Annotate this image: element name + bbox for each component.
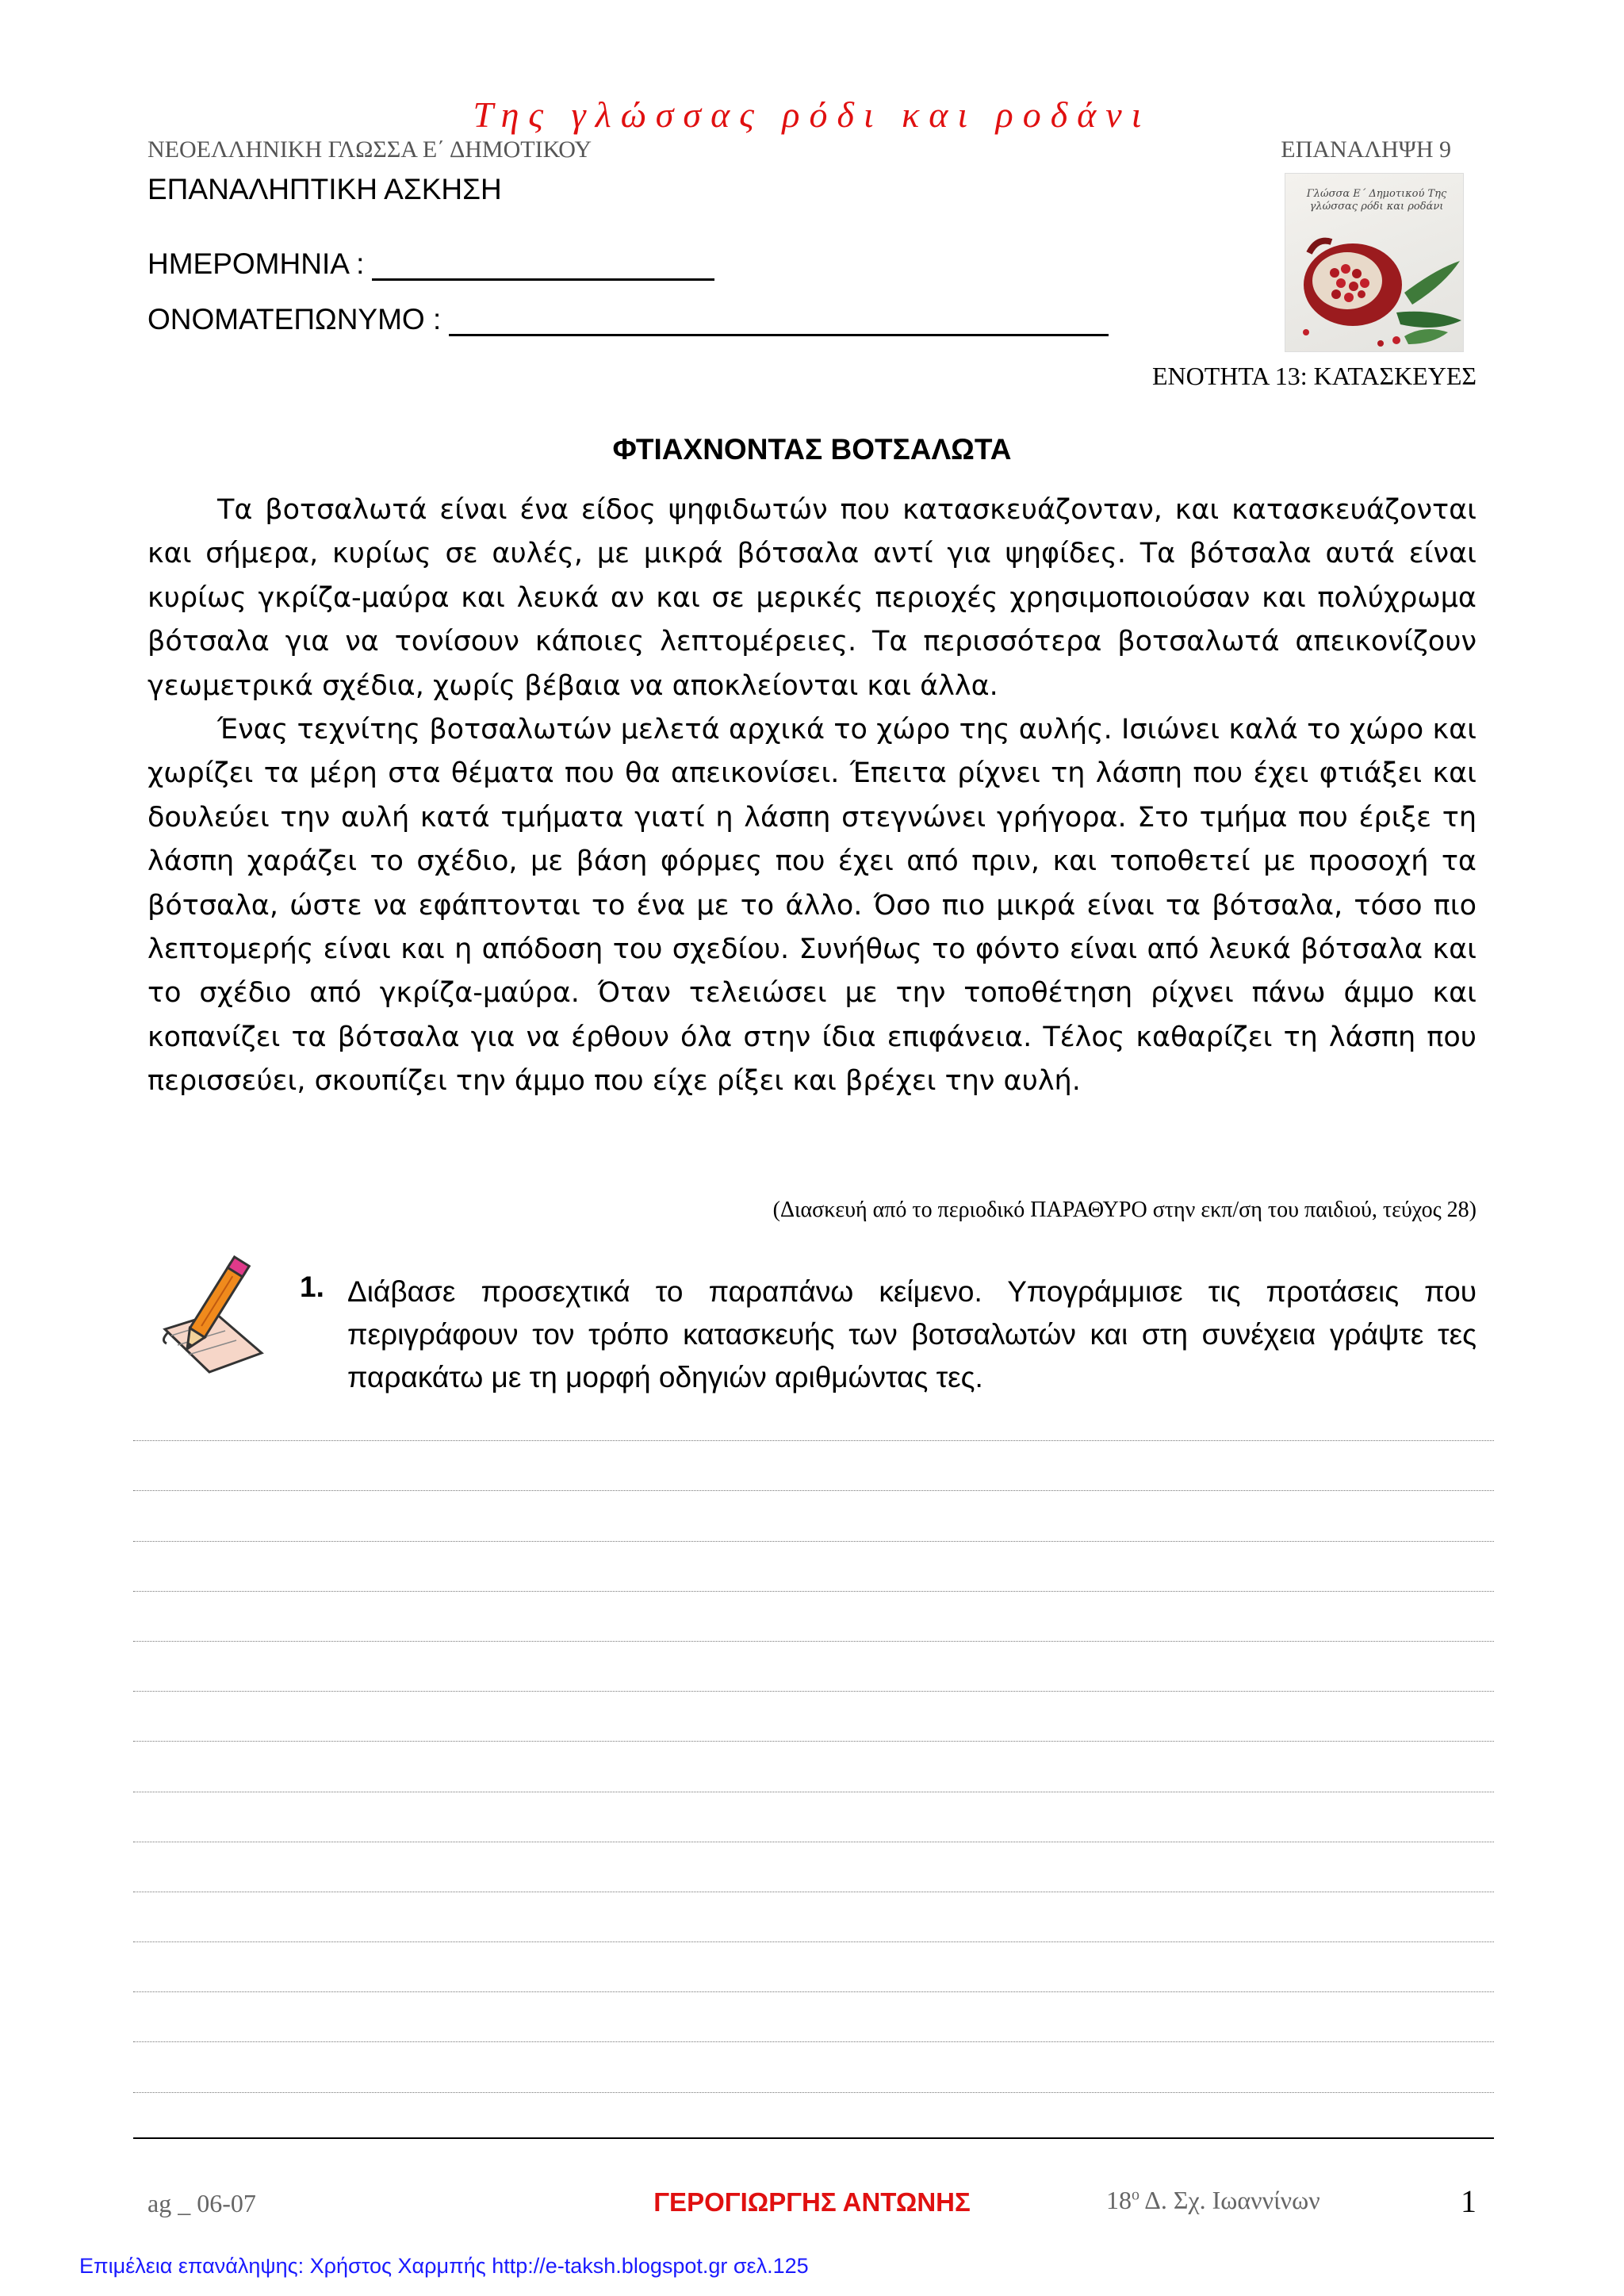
unit-label: ΕΝΟΤΗΤΑ 13: ΚΑΤΑΣΚΕΥΕΣ xyxy=(1152,362,1477,390)
date-field xyxy=(147,247,714,281)
page-number: 1 xyxy=(1461,2183,1477,2219)
date-label: ΗΜΕΡΟΜΗΝΙΑ : xyxy=(147,247,365,280)
footer-author: ΓΕΡΟΓΙΩΡΓΗΣ ΑΝΤΩΝΗΣ xyxy=(653,2187,971,2217)
answer-line[interactable] xyxy=(133,1792,1494,1842)
article-source: (Διασκευή από το περιοδικό ΠΑΡΑΘΥΡΟ στην εκπ/ση του παιδιού, τεύχος 28) xyxy=(772,1198,1477,1222)
footer-school xyxy=(1106,2186,1320,2215)
paragraph-1: Τα βοτσαλωτά είναι ένα είδος ψηφιδωτών που κατασκευάζονταν, και κατασκευάζονται και σήμερα, κυρίως σε αυλές, με μικρά βότσαλα αντί για ψηφίδες. Τα βότσαλα αυτά είναι κυρίως γκρίζα-μαύρα και λευκά αν και σε μερικές περιοχές χρησιμοποιούσαν και πολύχρωμα βότσαλα για να τονίσουν κάποιες λεπτομέρειες. Τα περισσότερα βοτσαλωτά απεικονίζουν γεωμετρικά σχέδια, χωρίς βέβαια να αποκλείονται και άλλα. xyxy=(147,494,1477,702)
name-label: ΟΝΟΜΑΤΕΠΩΝΥΜΟ : xyxy=(147,303,442,335)
answer-line[interactable] xyxy=(133,1441,1494,1491)
paragraph-2: Ένας τεχνίτης βοτσαλωτών μελετά αρχικά το χώρο της αυλής. Ισιώνει καλά το χώρο και χωρίζει τα μέρη στα θέματα που θα απεικονίσει. Έπειτα ρίχνει τη λάσπη που έχει φτιάξει και δουλεύει την αυλή κατά τμήματα γιατί η λάσπη στεγνώνει γρήγορα. Στο τμήμα που έριξε τη λάσπη χαράζει το σχέδιο, με βάση φόρμες που έχει από πριν, και τοποθετεί με προσοχή τα βότσαλα, ώστε να εφάπτονται το ένα με το άλλο. Όσο πιο μικρά είναι τα βότσαλα, τόσο πιο λεπτομερής είναι και η απόδοση του σχεδίου. Συνήθως το φόντο είναι από λευκά βότσαλα και το σχέδιο από γκρίζα-μαύρα. Όταν τελειώσει με την τοποθέτηση ρίχνει πάνω άμμο και κοπανίζει τα βότσαλα για να έρθουν όλα στην ίδια επιφάνεια. Τέλος καθαρίζει τη λάσπη που περισσεύει, σκουπίζει την άμμο που είχε ρίξει και βρέχει την αυλή. xyxy=(147,714,1477,1098)
exercise-type: ΕΠΑΝΑΛΗΠΤΙΚΗ ΑΣΚΗΣΗ xyxy=(147,173,502,205)
school-ordinal: 18 xyxy=(1106,2186,1132,2214)
answer-line[interactable] xyxy=(133,1642,1494,1692)
book-cover-image xyxy=(1285,173,1464,352)
question-text: Διάβασε προσεχτικά το παραπάνω κείμενο. Υπογράμμισε τις προτάσεις που περιγράφουν τον τρόπο κατασκευής των βοτσαλωτών και στη συνέχεια γράψτε τες παρακάτω με τη μορφή οδηγιών αριθμώντας τες. xyxy=(347,1275,1477,1393)
school-ordinal-suffix: ο xyxy=(1132,2186,1139,2204)
article-body xyxy=(147,489,1477,1104)
answer-line[interactable] xyxy=(133,1542,1494,1592)
cover-caption: Γλώσσα Ε΄ Δημοτικού Της γλώσσας ρόδι και ροδάνι xyxy=(1306,188,1447,213)
answer-line[interactable] xyxy=(133,1892,1494,1942)
name-field xyxy=(147,303,1109,336)
pomegranate-icon xyxy=(1285,174,1463,351)
answer-line[interactable] xyxy=(133,1491,1494,1541)
answer-line[interactable] xyxy=(133,2042,1494,2092)
subject-label: ΝΕΟΕΛΛΗΝΙΚΗ ΓΛΩΣΣΑ Ε΄ ΔΗΜΟΤΙΚΟΥ xyxy=(147,136,592,163)
answer-line[interactable] xyxy=(133,1692,1494,1742)
article-title: ΦΤΙΑΧΝΟΝΤΑΣ ΒΟΤΣΑΛΩΤΑ xyxy=(612,433,1012,466)
answer-lines[interactable] xyxy=(133,1391,1494,2093)
answer-line[interactable] xyxy=(133,1742,1494,1792)
question-number: 1. xyxy=(300,1271,324,1303)
school-name: Δ. Σχ. Ιωαννίνων xyxy=(1144,2186,1320,2214)
pencil-writing-icon xyxy=(154,1247,273,1380)
answer-line[interactable] xyxy=(133,1391,1494,1441)
book-title: Της γλώσσας ρόδι και ροδάνι xyxy=(473,94,1151,135)
name-blank[interactable] xyxy=(449,307,1109,336)
answer-line[interactable] xyxy=(133,1842,1494,1892)
answer-line[interactable] xyxy=(133,1592,1494,1642)
date-blank[interactable] xyxy=(372,251,714,281)
answer-line[interactable] xyxy=(133,1992,1494,2042)
footer-divider xyxy=(133,2137,1494,2139)
credits-link[interactable]: Επιμέλεια επανάληψης: Χρήστος Χαρμπής http://e-taksh.blogspot.gr σελ.125 xyxy=(79,2254,809,2278)
review-number: ΕΠΑΝΑΛΗΨΗ 9 xyxy=(1281,136,1451,163)
answer-line[interactable] xyxy=(133,1942,1494,1992)
footer-code: ag _ 06-07 xyxy=(147,2189,256,2217)
